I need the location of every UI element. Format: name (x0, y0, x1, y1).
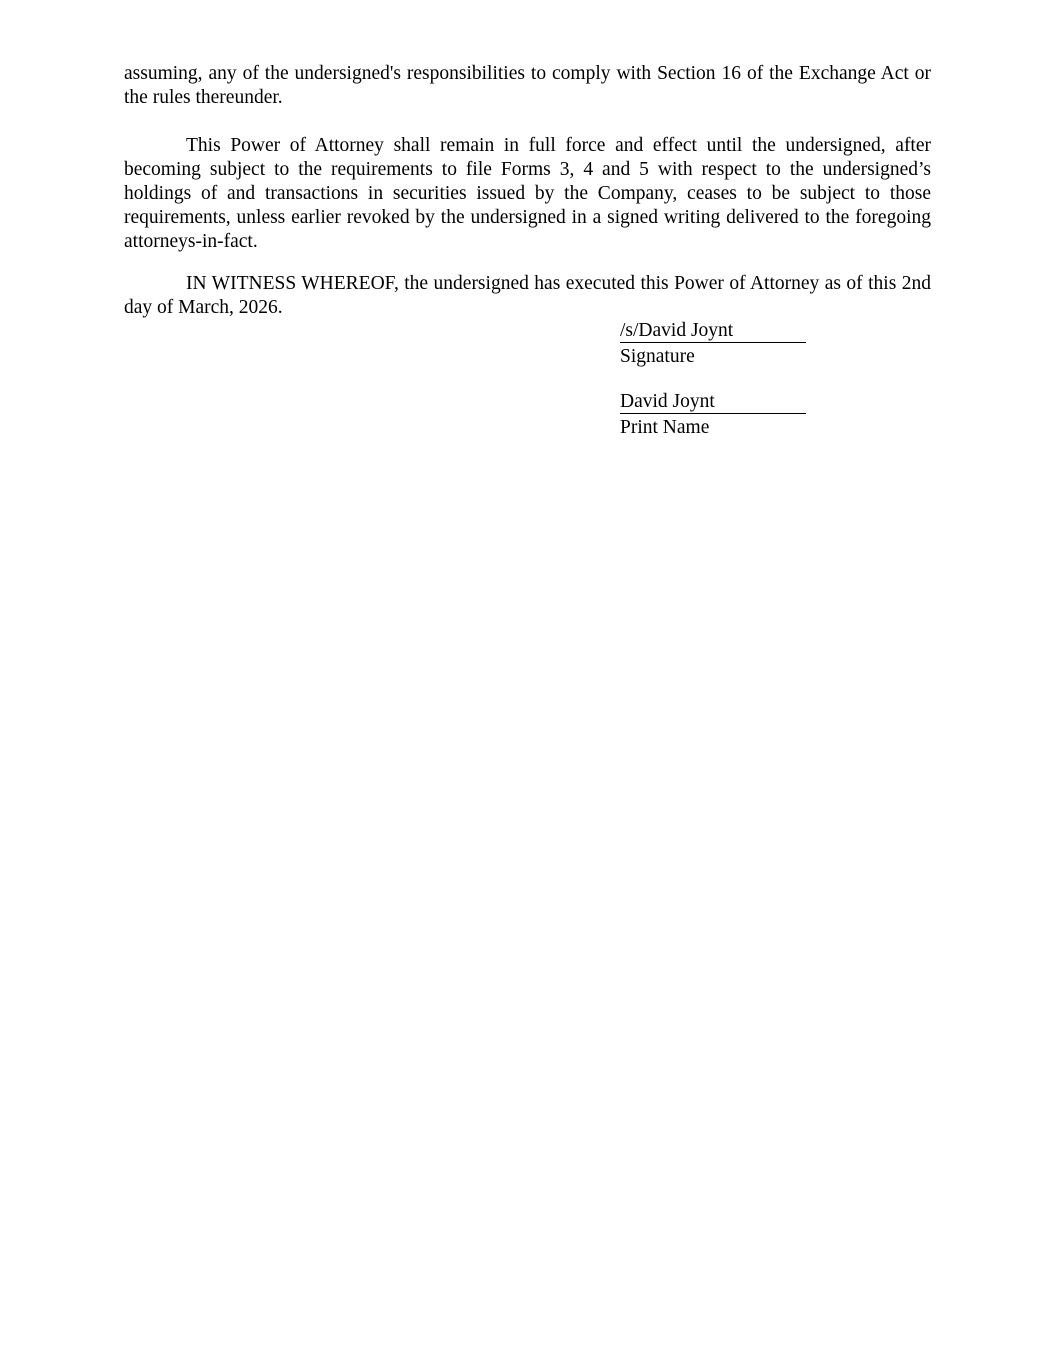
signature-caption: Signature (620, 346, 695, 367)
paragraph-term: This Power of Attorney shall remain in full force and effect until the undersigned, after becoming subject to the requirements to file Forms 3, 4 and 5 with respect to the undersigned’s holdings of and transactions in securities issued by the Company, ceases to be subject to those requirements, unless earlier revoked by the undersigned in a signed writing delivered to the foregoing attorneys-in-fact. (124, 135, 931, 252)
print-name-caption: Print Name (620, 417, 710, 438)
paragraph-continuation: assuming, any of the undersigned's responsibilities to comply with Section 16 of the Exchange Act or the rules thereunder. (124, 63, 931, 108)
print-name-block (620, 391, 810, 440)
paragraph-witness: IN WITNESS WHEREOF, the undersigned has executed this Power of Attorney as of this 2nd day of March, 2026. (124, 273, 931, 318)
signature-block (620, 320, 810, 369)
signature-value: /s/David Joynt (620, 320, 806, 343)
print-name-value: David Joynt (620, 391, 806, 414)
